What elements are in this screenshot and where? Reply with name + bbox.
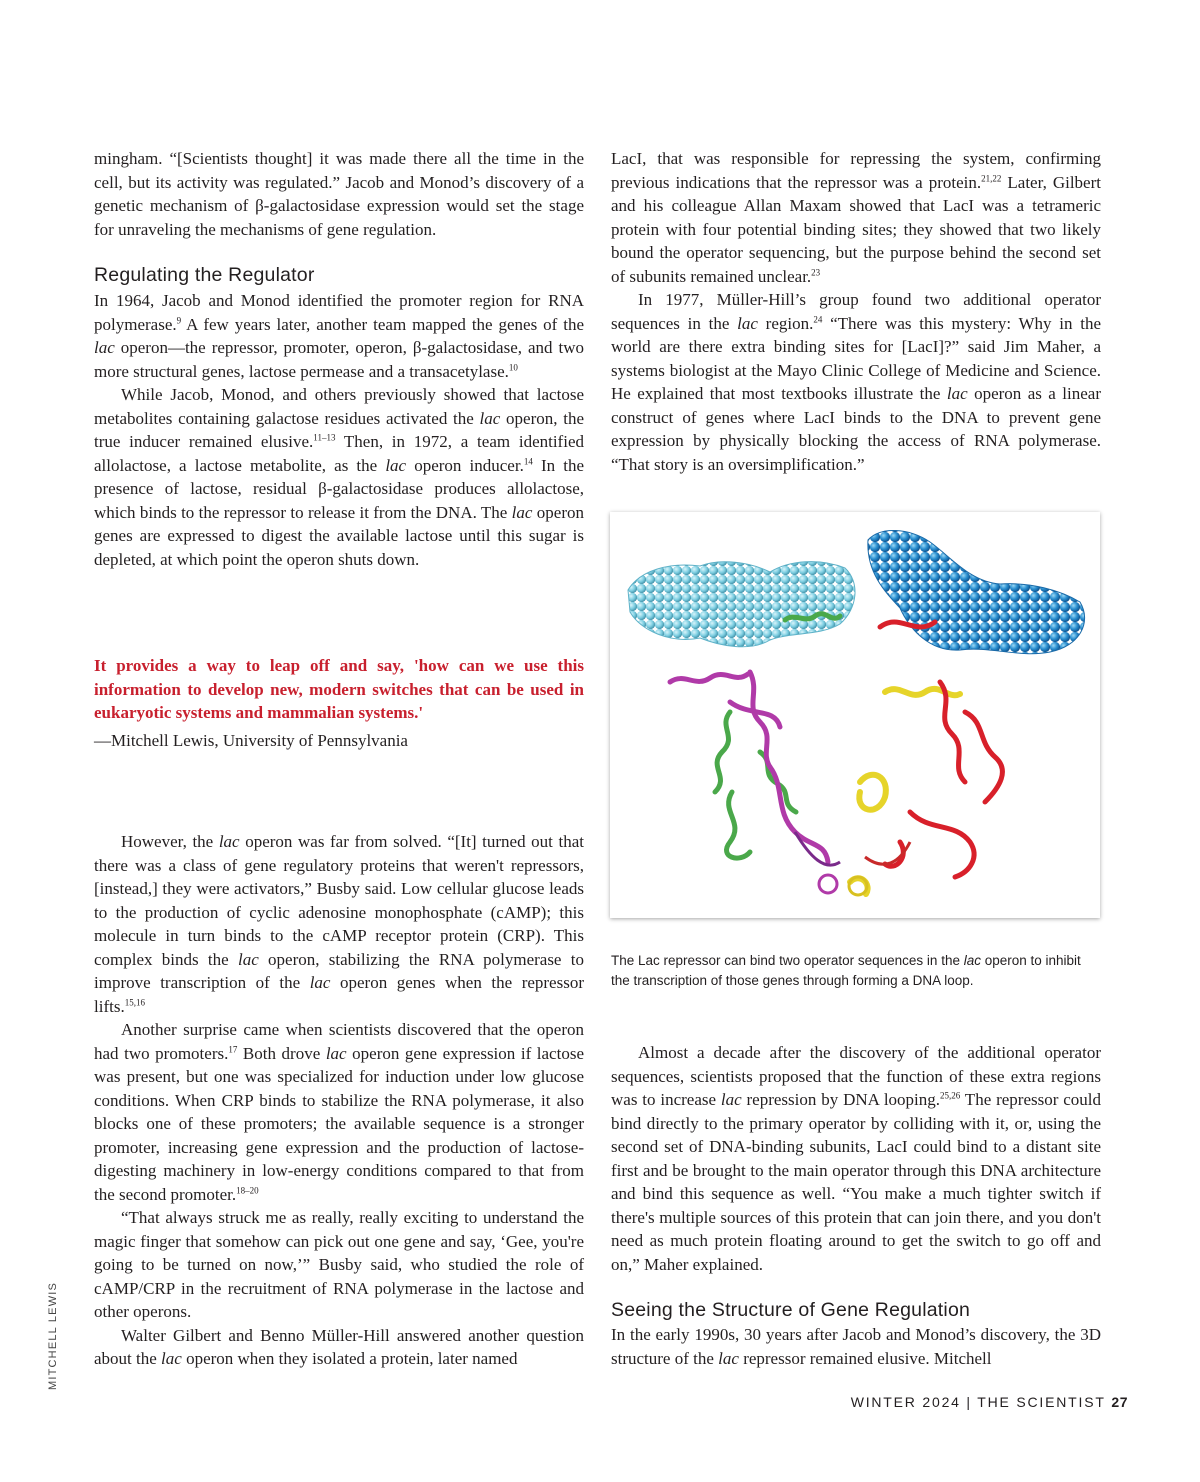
issue-label: WINTER 2024 | THE SCIENTIST [850,1394,1106,1410]
paragraph: “That always struck me as really, really exciting to understand the magic finger that somehow can pick out one gene and say, ‘Gee, you're going to be turned on now,’” Busby said, who studied the role of cAMP/CRP in the recruitment of RNA polymerase in the lactose and other operons. [94,1208,584,1321]
pull-quote: It provides a way to leap off and say, 'how can we use this information to develop new, modern switches that can be used in eukaryotic systems and mammalian systems.' [94,656,584,722]
paragraph: In 1964, Jacob and Monod identified the promoter region for RNA polymerase.$^9$ A few years later, another team mapped the genes of the lac operon—the repressor, promoter, operon, β-galactosidase, and two more structural genes, lactose permease and a transacetylase.$^{10}$ [94,291,584,381]
section-heading: Seeing the Structure of Gene Regulation [611,1299,971,1321]
left-column-section [94,263,584,571]
paragraph: However, the lac operon was far from solved. “[It] turned out that there was a class of gene regulatory proteins that weren't repressors, [instead,] they were activators,” Busby said. Low cellular glucose leads to the production of cyclic adenosine monophosphate (cAMP); this molecule in turn binds to the cAMP receptor protein (CRP). This complex binds the lac operon, stabilizing the RNA polymerase to improve transcription of the lac operon genes when the repressor lifts.$^{15,16}$ [94,832,584,1016]
paragraph: Almost a decade after the discovery of the additional operator sequences, scientists proposed that the function of these extra regions was to increase lac repression by DNA looping.$^{25,26}$ The repressor could bind directly to the primary operator by colliding with it, or, using the second set of DNA-binding subunits, LacI could bind to a distant site first and be brought to the main operator through this DNA architecture and bind this sequence as well. “You make a much tighter switch if there's multiple sources of this protein that can join there, and you don't need as much protein floating around to get the switch to go off and on,” Maher explained. [611,1043,1101,1274]
section-heading: Regulating the Regulator [94,264,315,286]
paragraph: Another surprise came when scientists discovered that the operon had two promoters.$^{17}$ Both drove lac operon gene expression if lactose was present, but one was specialized for induction under low glucose conditions. When CRP binds to stabilize the RNA polymerase, it also blocks one of these promoters; the available sequence is a stronger promoter, increasing gene expression and the production of lactose-digesting machinery in low-energy conditions compared to that from the second promoter.$^{18-20}$ [94,1020,584,1204]
page-number: 27 [1111,1394,1128,1410]
paragraph: In the early 1990s, 30 years after Jacob and Monod’s discovery, the 3D structure of the lac repressor remained elusive. Mitchell [611,1325,1101,1368]
pull-quote-attribution: —Mitchell Lewis, University of Pennsylvania [94,730,408,750]
pull-quote-block [94,654,584,752]
right-column-lower [611,1041,1101,1370]
paragraph: While Jacob, Monod, and others previously showed that lactose metabolites containing galactose residues activated the lac operon, the true inducer remained elusive.$^{11-13}$ Then, in 1972, a team identified allolactose, a lactose metabolite, as the lac operon inducer.$^{14}$ In the presence of lactose, residual β-galactosidase produces allolactose, which binds to the repressor to release it from the DNA. The lac operon genes are expressed to digest the available lactose until this sugar is depleted, at which point the operon shuts down. [94,385,584,569]
right-column [611,147,1101,476]
left-column [94,147,584,241]
page-footer [851,1394,1128,1410]
left-column-lower [94,830,584,1371]
lac-repressor-figure [610,512,1100,918]
lac-repressor-structure-illustration [610,512,1100,918]
photo-credit: MITCHELL LEWIS [47,1281,59,1390]
paragraph: mingham. “[Scientists thought] it was made there all the time in the cell, but its activity was regulated.” Jacob and Monod’s discovery of a genetic mechanism of β-galactosidase expression would set the stage for unraveling the mechanisms of gene regulation. [94,149,584,239]
paragraph: Walter Gilbert and Benno Müller-Hill answered another question about the lac operon when they isolated a protein, later named [94,1325,584,1368]
paragraph: LacI, that was responsible for repressing the system, confirming previous indications that the repressor was a protein.$^{21,22}$ Later, Gilbert and his colleague Allan Maxam showed that LacI was a tetrameric protein with four potential binding sites; they showed that two likely bound the operator sequencing, but the purpose behind the second set of subunits remained unclear.$^{23}$ [611,149,1101,286]
figure-caption: The Lac repressor can bind two operator sequences in the lac operon to inhibit the transcription of those genes through forming a DNA loop. [611,953,1081,988]
paragraph: In 1977, Müller-Hill’s group found two additional operator sequences in the lac region.$^{24}$ “There was this mystery: Why in the world are there extra binding sites for [LacI]?” said Jim Maher, a systems biologist at the Mayo Clinic College of Medicine and Science. He explained that most textbooks illustrate the lac operon as a linear construct of genes where LacI binds to the DNA to prevent gene expression by physically blocking the access of RNA polymerase. “That story is an oversimplification.” [611,290,1102,474]
